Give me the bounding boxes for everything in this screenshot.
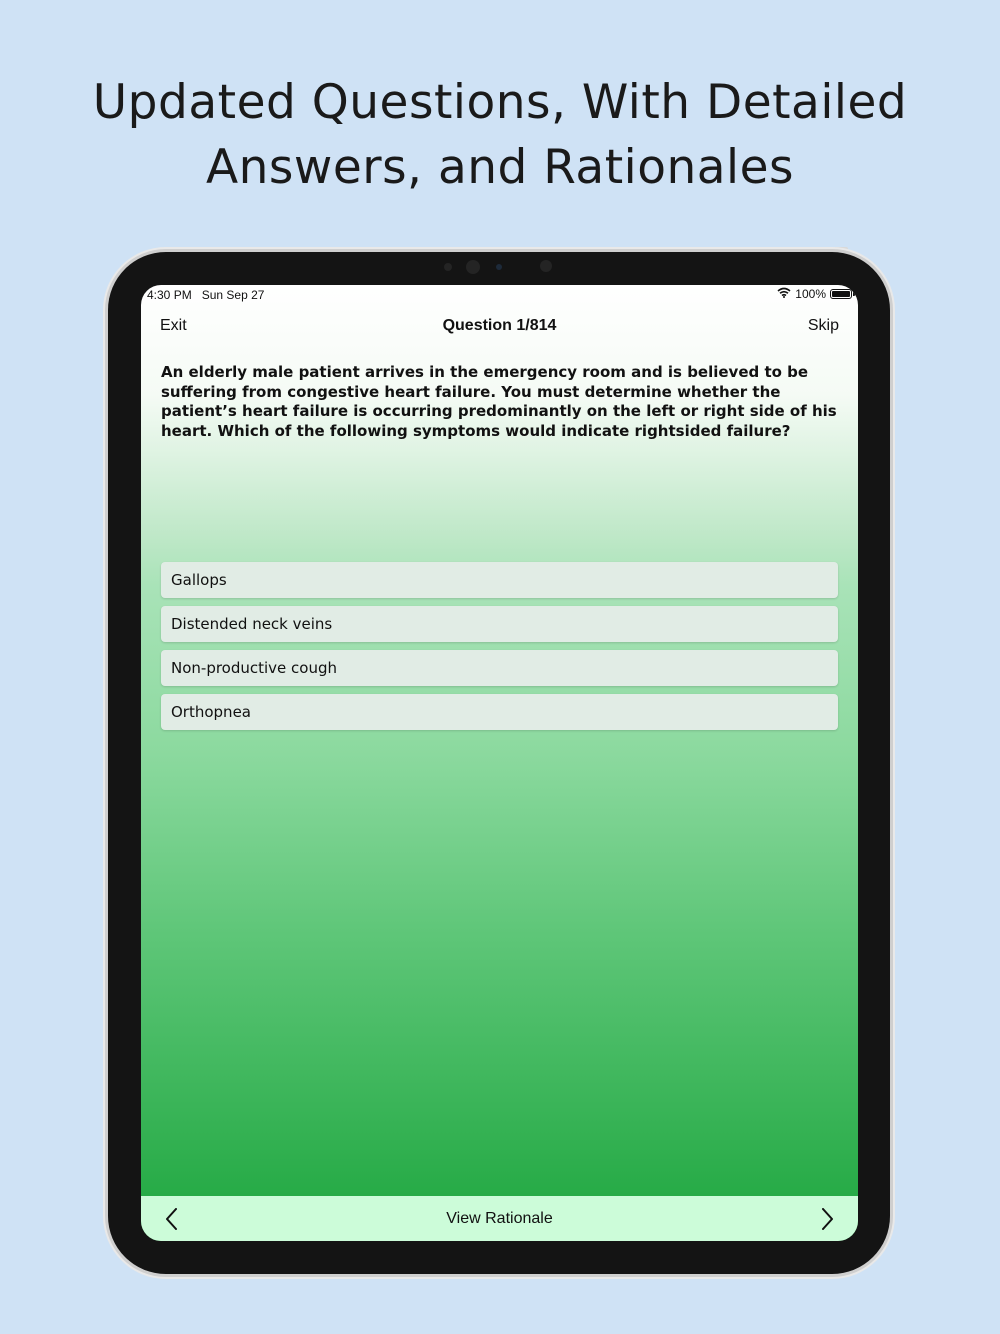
status-right <box>777 287 852 301</box>
app-screen <box>141 285 858 1241</box>
answer-choice-3[interactable]: Non-productive cough <box>161 650 838 686</box>
front-camera <box>466 260 480 274</box>
face-sensor <box>540 260 552 272</box>
next-question-button[interactable] <box>816 1208 836 1230</box>
battery-fill <box>832 291 850 297</box>
battery-percent: 100% <box>795 287 826 301</box>
answer-choice-2[interactable]: Distended neck veins <box>161 606 838 642</box>
question-text: An elderly male patient arrives in the emergency room and is believed to be suffering from congestive heart failure. You must determine whether the patient’s heart failure is occurring predominantly on the left or right side of his heart. Which of the following symptoms would indicate rightsided failure? <box>161 363 837 440</box>
answer-choices <box>161 562 838 738</box>
headline-line-1: Updated Questions, With Detailed <box>92 75 908 130</box>
status-date: Sun Sep 27 <box>201 288 265 302</box>
exit-button[interactable]: Exit <box>160 317 187 334</box>
wifi-icon <box>777 287 791 301</box>
question-counter: Question 1/814 <box>442 317 557 334</box>
headline <box>0 70 1000 200</box>
status-time: 4:30 PM <box>147 288 192 302</box>
rationale-wrapper <box>141 1210 858 1228</box>
sensor-dot <box>444 263 452 271</box>
view-rationale-button[interactable]: View Rationale <box>446 1210 553 1227</box>
status-bar <box>141 285 858 305</box>
chevron-right-icon <box>816 1208 836 1230</box>
answer-choice-1[interactable]: Gallops <box>161 562 838 598</box>
headline-line-2: Answers, and Rationales <box>205 140 795 195</box>
skip-button[interactable]: Skip <box>807 317 839 334</box>
answer-choice-4[interactable]: Orthopnea <box>161 694 838 730</box>
bottom-toolbar <box>141 1196 858 1241</box>
status-time-date <box>147 288 264 302</box>
camera-indicator <box>496 264 502 270</box>
battery-icon <box>830 289 852 299</box>
nav-bar <box>141 317 858 339</box>
